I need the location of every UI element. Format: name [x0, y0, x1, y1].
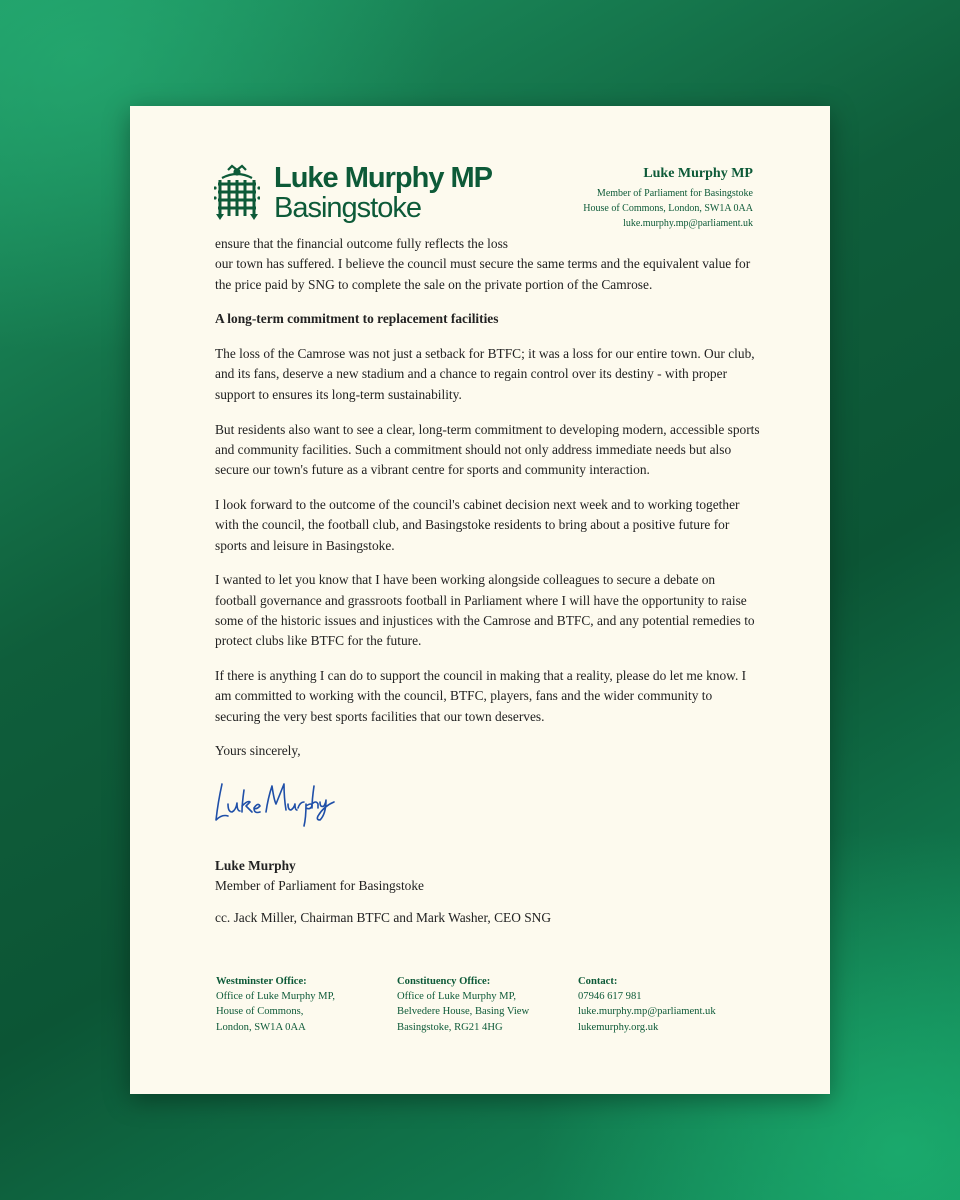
- paragraph: I wanted to let you know that I have been working alongside colleagues to secure a debate on football governance and grassroots football in Parliament where I will have the opportunity to raise some of the historic issues and injustices with the Camrose and BTFC, and any potential remedies to protect clubs like BTFC for the future.: [215, 572, 755, 649]
- signatory: [215, 856, 424, 897]
- header-name: Luke Murphy MP: [643, 166, 753, 181]
- header-role: Member of Parliament for Basingstoke: [596, 188, 753, 199]
- footer-line: London, SW1A 0AA: [216, 1021, 306, 1033]
- footer-heading: Contact:: [578, 976, 618, 987]
- footer-line: Office of Luke Murphy MP,: [397, 991, 516, 1003]
- footer-line: Basingstoke, RG21 4HG: [397, 1021, 503, 1033]
- portcullis-icon: [214, 164, 260, 220]
- section-heading: A long-term commitment to replacement facilities: [215, 311, 499, 327]
- brand: [274, 164, 492, 223]
- brand-name: Luke Murphy MP: [274, 162, 493, 194]
- intro-line-1: ensure that the financial outcome fully reflects the loss: [215, 236, 509, 251]
- signatory-role: Member of Parliament for Basingstoke: [215, 878, 424, 894]
- cc-line: cc. Jack Miller, Chairman BTFC and Mark Washer, CEO SNG: [215, 910, 552, 925]
- intro-line-2: our town has suffered. I believe the council must secure the same terms and the equivalent value for the price paid by SNG to complete the sale on the private portion of the Camrose.: [215, 256, 751, 292]
- footer-email[interactable]: luke.murphy.mp@parliament.uk: [578, 1006, 716, 1018]
- header-email: luke.murphy.mp@parliament.uk: [623, 218, 753, 229]
- signatory-name: Luke Murphy: [215, 858, 296, 873]
- paragraph: But residents also want to see a clear, long-term commitment to developing modern, accessible sports and community facilities. Such a commitment should not only address immediate needs but also secure our town's future as a vibrant centre for sports and community interaction.: [215, 421, 760, 478]
- footer-constituency-office: [397, 974, 529, 1035]
- header-contact-block: [583, 166, 753, 231]
- paragraph: If there is anything I can do to support the council in making that a reality, please do let me know. I am committed to working with the council, BTFC, players, fans and the wider community to securing the very best sports facilities that our town deserves.: [215, 668, 747, 724]
- footer-line: House of Commons,: [216, 1006, 304, 1018]
- header-address: House of Commons, London, SW1A 0AA: [583, 203, 753, 214]
- footer-phone: 07946 617 981: [578, 991, 642, 1003]
- footer-westminster-office: [216, 974, 335, 1035]
- footer-website[interactable]: lukemurphy.org.uk: [578, 1021, 659, 1033]
- paragraph: I look forward to the outcome of the council's cabinet decision next week and to working together with the council, the football club, and Basingstoke residents to bring about a positive future for sports and leisure in Basingstoke.: [215, 496, 740, 553]
- letter-page: [130, 106, 830, 1094]
- brand-constituency: Basingstoke: [274, 192, 421, 224]
- signature: [208, 764, 338, 834]
- letter-body: [215, 234, 760, 776]
- footer-line: Office of Luke Murphy MP,: [216, 991, 335, 1003]
- paragraph: The loss of the Camrose was not just a setback for BTFC; it was a loss for our entire town. Our club, and its fans, deserve a new stadium and a chance to regain control over its destiny - with proper support to ensures its long-term sustainability.: [215, 346, 755, 402]
- footer-heading: Westminster Office:: [216, 976, 307, 987]
- footer-contact: [578, 974, 716, 1035]
- sign-off: Yours sincerely,: [215, 743, 301, 759]
- intro-paragraph: [215, 234, 760, 295]
- footer-heading: Constituency Office:: [397, 976, 491, 987]
- logo: [214, 164, 492, 223]
- footer-line: Belvedere House, Basing View: [397, 1006, 530, 1018]
